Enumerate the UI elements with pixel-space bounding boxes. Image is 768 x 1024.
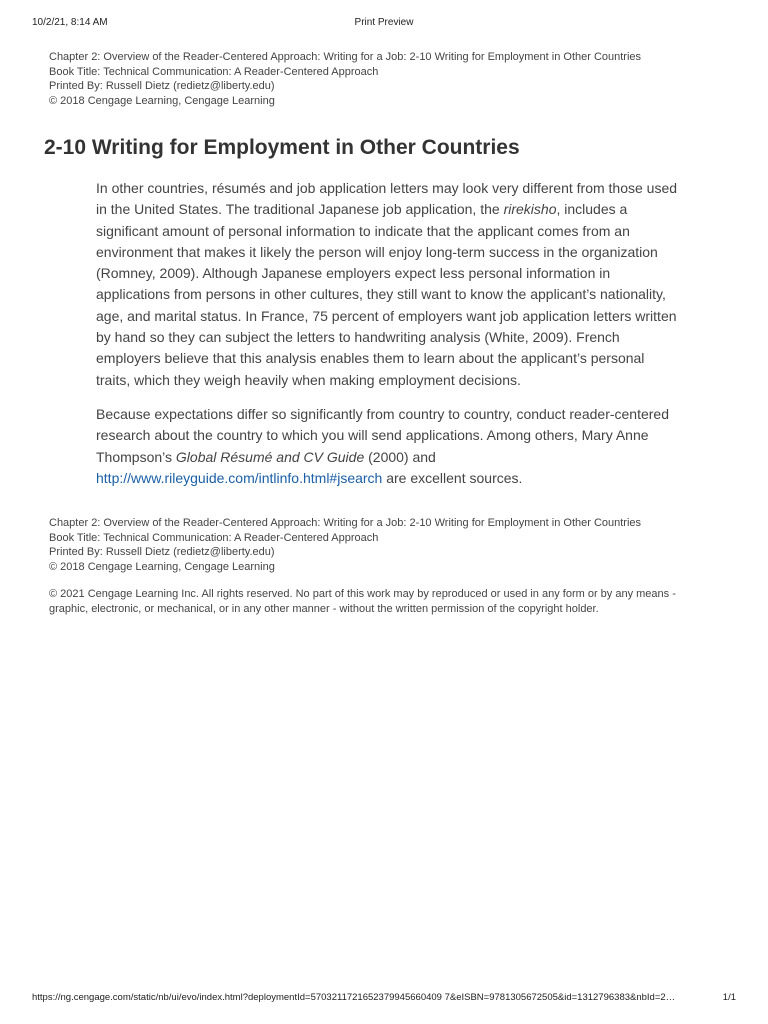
- document-meta-top: [49, 50, 729, 108]
- paragraph2-text-a: Because expectations differ so significantly from country to country, conduct reader-centered research about the country to which you will send applications. Among others, Mary Anne Thompson’s: [96, 405, 670, 465]
- paragraph2-text-b: (2000) and: [364, 448, 436, 465]
- book-title-line: Book Title: Technical Communication: A Reader-Centered Approach: [49, 65, 379, 78]
- printed-by-line: Printed By: Russell Dietz (redietz@liberty.edu): [49, 80, 275, 92]
- rirekisho-term: rirekisho: [503, 201, 557, 218]
- document-meta-bottom: [49, 516, 729, 574]
- paragraph2-text-c: are excellent sources.: [382, 469, 523, 486]
- paragraph1-text-b: , includes a significant amount of personal information to indicate that the applicant comes from an environment that makes it likely the person will enjoy long-term success in the organization (Romney, 2009). Although Japanese employers expect less personal information in applications from persons in other cultures, they still want to know the applicant’s nationality, age, and marital status. In France, 75 percent of employers want job application letters written by hand so they can subject the letters to handwriting analysis (White, 2009). French employers believe that this analysis enables them to learn about the applicant’s personal traits, which they weigh heavily when making employment decisions.: [96, 201, 677, 388]
- paragraph-research: [96, 404, 682, 489]
- section-heading: 2-10 Writing for Employment in Other Countries: [44, 136, 520, 159]
- copyright-line: © 2018 Cengage Learning, Cengage Learning: [49, 560, 275, 573]
- print-footer: [32, 992, 736, 1006]
- book-title-line: Book Title: Technical Communication: A Reader-Centered Approach: [49, 531, 379, 544]
- chapter-line: Chapter 2: Overview of the Reader-Centered Approach: Writing for a Job: 2-10 Writing for Employment in Other Countries: [49, 51, 642, 63]
- paragraph-japan-france: [96, 178, 682, 391]
- print-header: [32, 17, 736, 31]
- page-url: https://ng.cengage.com/static/nb/ui/evo/index.html?deploymentId=5703211721652379945660409 7&eISBN=9781305672505&id=1312796383&nbId=2…: [32, 992, 676, 1003]
- paragraph1-text-a: In other countries, résumés and job application letters may look very different from those used in the United States. The traditional Japanese job application, the: [96, 180, 678, 218]
- rileyguide-link[interactable]: http://www.rileyguide.com/intlinfo.html#jsearch: [96, 469, 383, 486]
- book-title-italic: Global Résumé and CV Guide: [175, 448, 365, 465]
- chapter-line: Chapter 2: Overview of the Reader-Centered Approach: Writing for a Job: 2-10 Writing for Employment in Other Countries: [49, 517, 642, 529]
- rights-notice: © 2021 Cengage Learning Inc. All rights reserved. No part of this work may by reproduced or used in any form or by any means - graphic, electronic, or mechanical, or in any other manner - without the written permission of the copyright holder.: [49, 588, 676, 615]
- copyright-line: © 2018 Cengage Learning, Cengage Learning: [49, 94, 275, 107]
- print-datetime: 10/2/21, 8:14 AM: [32, 17, 108, 28]
- page-number: 1/1: [722, 992, 736, 1003]
- article-body: [96, 178, 682, 502]
- print-preview-title: Print Preview: [354, 17, 414, 28]
- printed-by-line: Printed By: Russell Dietz (redietz@liberty.edu): [49, 546, 275, 558]
